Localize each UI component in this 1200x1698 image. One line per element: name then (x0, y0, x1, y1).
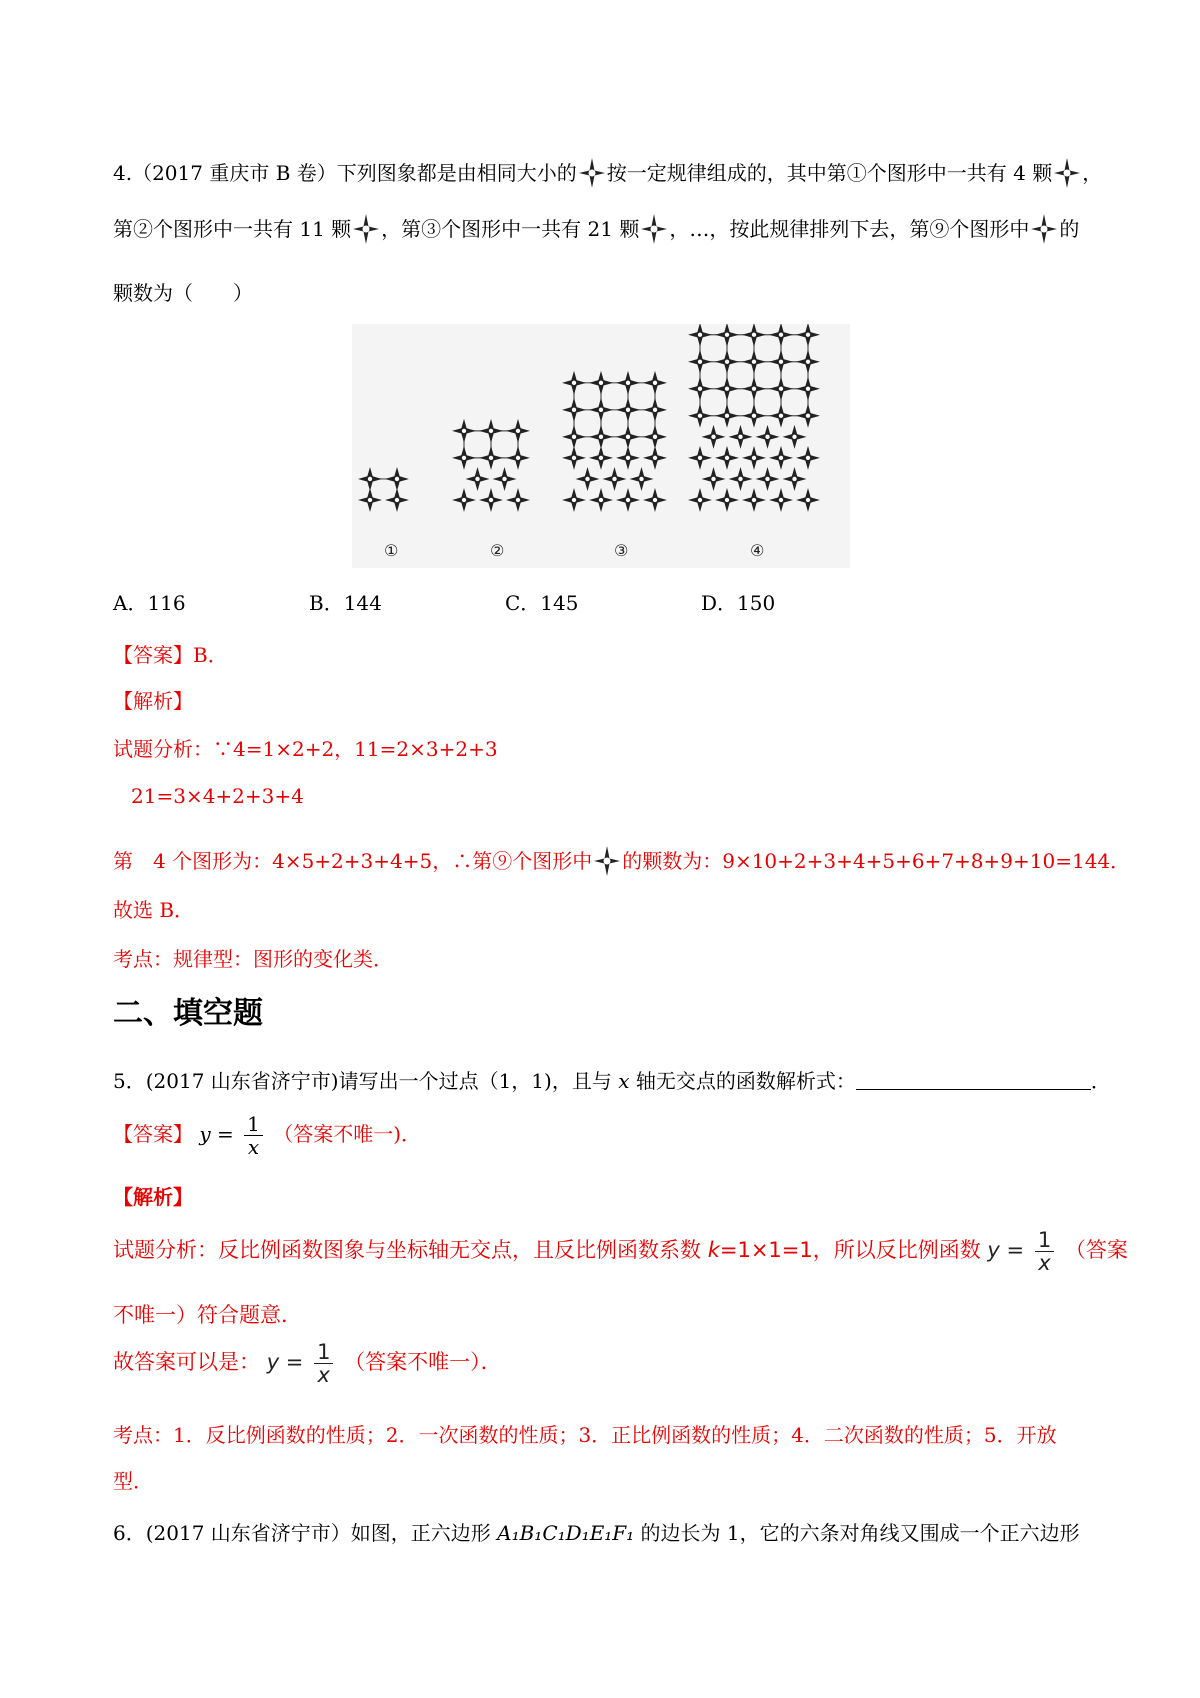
star-icon (589, 371, 613, 395)
q5-analysis-text: 故答案可以是： (113, 1350, 260, 1374)
q4-text: 第②个图形中一共有 11 颗 (113, 217, 352, 241)
star-icon (702, 467, 726, 491)
star-icon (796, 488, 820, 512)
star-icon (630, 467, 654, 491)
star-icon (594, 846, 620, 876)
star-icon (715, 404, 739, 428)
star-icon (562, 488, 586, 512)
pattern-figure (352, 324, 850, 568)
q4-kaodian: 考点：规律型：图形的变化类． (113, 947, 393, 971)
star-icon (506, 488, 530, 512)
fraction-denominator: x (247, 1135, 260, 1159)
q4-line2 (113, 214, 1079, 244)
fraction-denominator: x (1038, 1250, 1051, 1275)
q4-analysis-line3 (113, 846, 1130, 876)
star-icon (506, 419, 530, 443)
star-icon (688, 350, 712, 374)
q5-text: 5．(2017 山东省济宁市)请写出一个过点（1，1)，且与 (113, 1069, 619, 1093)
figure-label: ① (384, 541, 399, 560)
star-icon (643, 371, 667, 395)
star-icon (769, 324, 793, 347)
q5-text: ． (1090, 1069, 1111, 1093)
star-icon (688, 488, 712, 512)
star-icon (715, 324, 739, 347)
q5-analysis-text: （答案 (1064, 1238, 1128, 1262)
q4-text: ，第③个图形中一共有 21 颗 (381, 217, 640, 241)
q5-analysis-line1 (113, 1226, 1128, 1274)
fraction-numerator: 1 (244, 1113, 263, 1136)
star-icon (742, 324, 766, 347)
star-icon (353, 214, 379, 244)
star-icon (579, 158, 605, 188)
star-icon (742, 446, 766, 470)
star-icon (688, 446, 712, 470)
star-icon (589, 446, 613, 470)
q4-analysis-text: 第 4 个图形为：4×5+2+3+4+5，∴第⑨个图形中 (113, 849, 593, 873)
fraction-denominator: x (317, 1362, 330, 1387)
q4-text: 的 (1059, 217, 1080, 241)
q4-analysis-line1: 试题分析：∵4=1×2+2，11=2×3+2+3 (113, 737, 498, 761)
star-icon (715, 488, 739, 512)
star-icon (1031, 214, 1057, 244)
q5-analysis-y: y = (266, 1350, 304, 1374)
star-icon (742, 488, 766, 512)
star-icon (756, 425, 780, 449)
q4-answer: 【答案】B． (113, 643, 228, 667)
star-icon (641, 214, 667, 244)
star-icon (616, 371, 640, 395)
star-icon (729, 467, 753, 491)
q6-text: 的边长为 1，它的六条对角线又围成一个正六边形 (634, 1521, 1080, 1545)
star-icon (452, 488, 476, 512)
star-icon (769, 446, 793, 470)
q6-stem (113, 1518, 1080, 1548)
star-icon (756, 467, 780, 491)
q6-hexagon-name: A₁B₁C₁D₁E₁F₁ (497, 1521, 635, 1545)
star-icon (783, 425, 807, 449)
star-icon (452, 419, 476, 443)
star-icon (589, 488, 613, 512)
star-icon (742, 377, 766, 401)
star-icon (358, 488, 382, 512)
star-icon (576, 467, 600, 491)
q4-text: 4.（2017 重庆市 B 卷）下列图象都是由相同大小的 (113, 161, 577, 185)
star-icon (796, 404, 820, 428)
q4-text: ， (1082, 161, 1103, 185)
fraction (314, 1341, 333, 1386)
q5-answer (113, 1110, 421, 1158)
star-icon (589, 425, 613, 449)
q4-analysis-text: 的颗数为：9×10+2+3+4+5+6+7+8+9+10=144． (622, 849, 1131, 873)
star-icon (688, 324, 712, 347)
q5-analysis-text: 试题分析：反比例函数图象与坐标轴无交点，且反比例函数系数 (113, 1238, 708, 1262)
star-icon (643, 446, 667, 470)
q5-answer-y: y = (199, 1122, 234, 1146)
star-icon (796, 350, 820, 374)
star-icon (796, 324, 820, 347)
fraction-numerator: 1 (1035, 1229, 1054, 1252)
q5-analysis-title: 【解析】 (113, 1185, 193, 1209)
star-icon (603, 467, 627, 491)
q5-kaodian-line2: 型． (113, 1469, 153, 1493)
star-icon (479, 488, 503, 512)
star-icon (742, 404, 766, 428)
section-heading: 二、填空题 (113, 996, 263, 1031)
star-icon (769, 488, 793, 512)
star-icon (715, 377, 739, 401)
star-icon (562, 446, 586, 470)
star-icon (358, 467, 382, 491)
option-d: D．150 (701, 591, 776, 615)
star-icon (769, 404, 793, 428)
q5-answer-note: （答案不唯一)． (273, 1122, 422, 1146)
star-icon (616, 425, 640, 449)
star-icon (616, 398, 640, 422)
star-icon (562, 398, 586, 422)
q5-var-k: k (707, 1238, 720, 1262)
star-icon (385, 467, 409, 491)
q5-kaodian-line1: 考点：1．反比例函数的性质；2．一次函数的性质；3．正比例函数的性质；4．二次函数的性质；5．开放 (113, 1423, 1057, 1447)
star-icon (769, 350, 793, 374)
star-icon (385, 488, 409, 512)
fraction (244, 1113, 263, 1158)
q5-analysis-text: （答案不唯一）． (344, 1350, 502, 1374)
star-icon (479, 419, 503, 443)
star-icon (729, 425, 753, 449)
figure-label: ② (490, 541, 505, 560)
q6-text: 6．(2017 山东省济宁市）如图，正六边形 (113, 1521, 498, 1545)
q4-line3: 颗数为（ ） (113, 281, 253, 305)
star-icon (1054, 158, 1080, 188)
star-icon (616, 446, 640, 470)
q5-answer-label: 【答案】 (113, 1122, 193, 1146)
star-icon (562, 371, 586, 395)
star-icon (688, 404, 712, 428)
q4-text: 按一定规律组成的，其中第①个图形中一共有 4 颗 (606, 161, 1053, 185)
option-a: A．116 (113, 591, 186, 615)
star-icon (466, 467, 490, 491)
star-icon (452, 446, 476, 470)
q5-analysis-line2: 不唯一）符合题意． (113, 1303, 302, 1327)
star-icon (688, 377, 712, 401)
star-icon (643, 398, 667, 422)
star-icon (715, 350, 739, 374)
star-icon (769, 377, 793, 401)
figure-label: ③ (614, 541, 629, 560)
star-icon (493, 467, 517, 491)
q5-stem (113, 1066, 1111, 1096)
q5-analysis-line3 (113, 1338, 502, 1386)
q4-text: ，…，按此规律排列下去，第⑨个图形中 (669, 217, 1030, 241)
star-icon (742, 350, 766, 374)
fraction (1035, 1229, 1054, 1274)
star-icon (796, 446, 820, 470)
answer-blank (856, 1069, 1091, 1090)
q4-conclusion: 故选 B． (113, 898, 195, 922)
star-icon (702, 425, 726, 449)
q5-text: 轴无交点的函数解析式： (629, 1069, 856, 1093)
q5-analysis-y: y = (987, 1238, 1025, 1262)
option-c: C．145 (505, 591, 579, 615)
q5-analysis-text: =1×1=1，所以反比例函数 (719, 1238, 981, 1262)
star-icon (643, 425, 667, 449)
star-icon (506, 446, 530, 470)
figure-label: ④ (750, 541, 765, 560)
q4-options (113, 588, 897, 618)
q4-analysis-title: 【解析】 (113, 689, 193, 713)
star-icon (783, 467, 807, 491)
star-icon (479, 446, 503, 470)
star-icon (796, 377, 820, 401)
fraction-numerator: 1 (314, 1341, 333, 1364)
option-b: B．144 (309, 591, 382, 615)
q4-line1 (113, 158, 1102, 188)
q4-analysis-line2: 21=3×4+2+3+4 (131, 784, 304, 808)
star-icon (643, 488, 667, 512)
star-icon (616, 488, 640, 512)
q5-var-x: x (618, 1069, 630, 1093)
star-icon (715, 446, 739, 470)
star-icon (589, 398, 613, 422)
star-icon (562, 425, 586, 449)
pattern-figure-svg (352, 324, 850, 568)
